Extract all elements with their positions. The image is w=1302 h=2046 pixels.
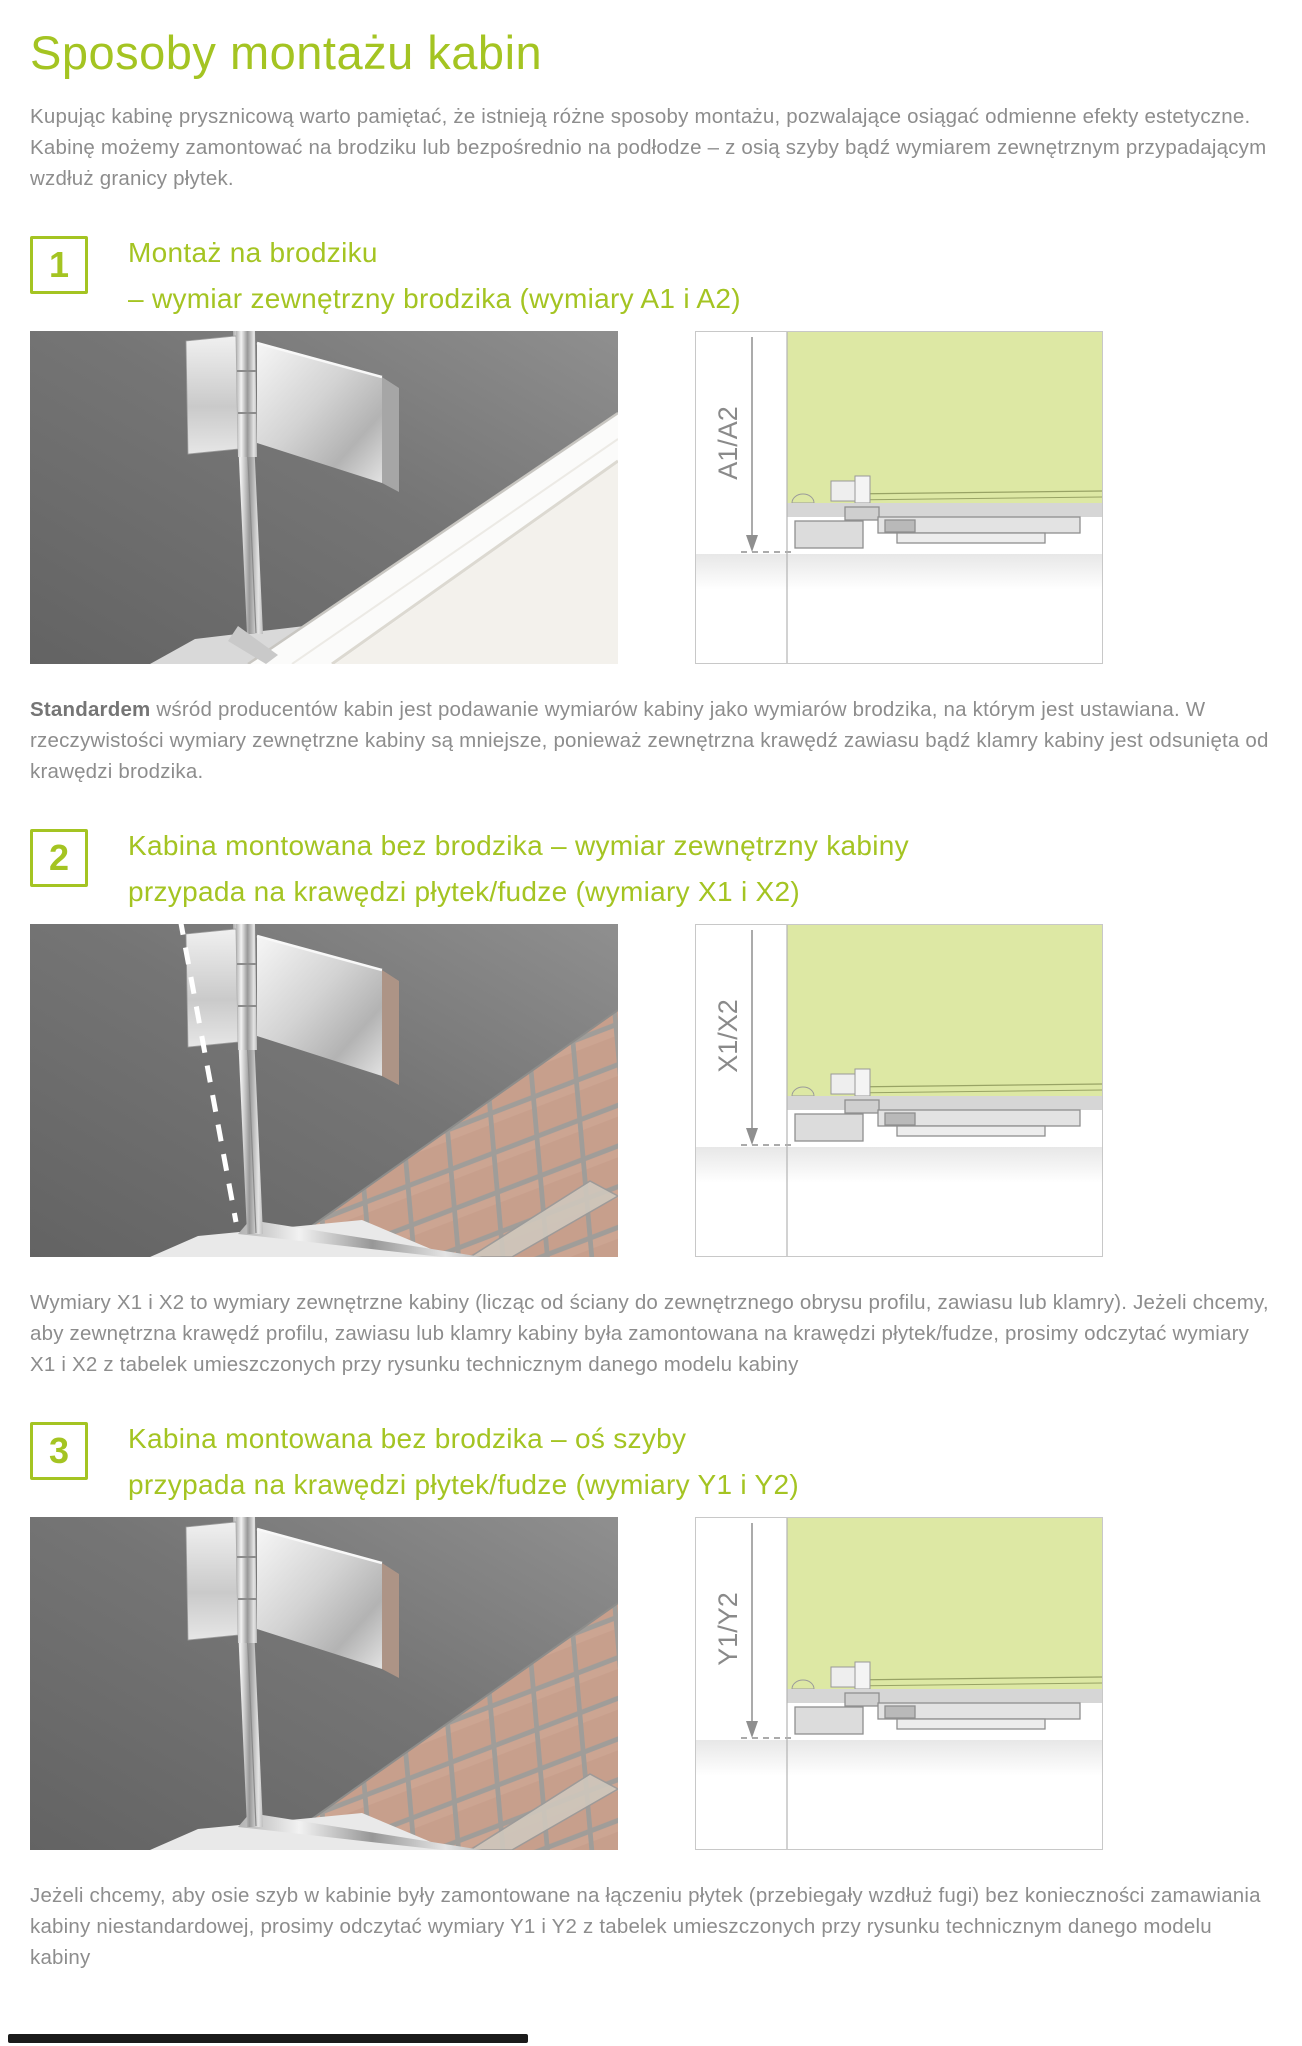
section-1-note (30, 694, 1270, 787)
section-3-header (30, 1416, 1270, 1508)
hinge-barrel (236, 331, 257, 457)
bottom-bar (8, 2034, 528, 2043)
shadow-fade (696, 554, 1102, 590)
profile-clip (831, 481, 855, 501)
glass-area-green (787, 1518, 1102, 1689)
render-tray-scene (30, 331, 618, 664)
hinge-barrel (236, 1517, 257, 1643)
technical-drawing (695, 1517, 1103, 1850)
page-title: Sposoby montażu kabin (30, 26, 543, 79)
section-2-figures (30, 924, 1270, 1257)
note-bold-lead: Standardem (30, 698, 151, 722)
section-3-title-line1: Kabina montowana bez brodzika – oś szyby (128, 1423, 687, 1455)
profile-clip-2 (855, 1662, 870, 1689)
shadow-fade (696, 1740, 1102, 1776)
section-2-titles (128, 823, 909, 915)
shadow-fade (696, 1147, 1102, 1183)
hinge-door-plate-edge (382, 970, 399, 1085)
glass-area-green (787, 332, 1102, 503)
hinge-door-plate-edge (382, 1563, 399, 1678)
profile-clip (831, 1667, 855, 1687)
dimension-label: X1/X2 (713, 999, 743, 1074)
section-2-title-line2: przypada na krawędzi płytek/fudze (wymiary X1 i X2) (128, 876, 801, 908)
photo-hinge-on-tiles (30, 1517, 618, 1850)
section-1-header (30, 230, 1270, 322)
section-1-title-line1: Montaż na brodziku (128, 237, 378, 269)
section-1-number-badge: 1 (30, 236, 88, 294)
dimension-label: Y1/Y2 (713, 1592, 743, 1667)
diagram-glass-axis-section (695, 1517, 1103, 1850)
section-2-number-badge: 2 (30, 829, 88, 887)
section-3-number-badge: 3 (30, 1422, 88, 1480)
tray-top-band (787, 1689, 1102, 1703)
hinge-barrel (236, 924, 257, 1050)
intro-paragraph: Kupując kabinę prysznicową warto pamiętać, że istnieją różne sposoby montażu, pozwalające osiągać odmienne efekty estetyczne. Kabinę możemy zamontować na brodziku lub bezpośrednio na podłodze – z osią szyby bądź wymiarem zewnętrznym przypadającym wzdłuż granicy płytek. (30, 105, 1267, 191)
dimension-label: A1/A2 (713, 406, 743, 481)
diagram-tiles-section (695, 924, 1103, 1257)
section-3-figures (30, 1517, 1270, 1850)
section-2-note: Wymiary X1 i X2 to wymiary zewnętrzne kabiny (licząc od ściany do zewnętrznego obrysu profilu, zawiasu lub klamry). Jeżeli chcemy, aby zewnętrzna krawędź profilu, zawiasu lub klamry kabiny była zamontowana na krawędzi płytek/fudze, prosimy odczytać wymiary X1 i X2 z tabelek umieszczonych przy rysunku technicznym danego modelu kabiny (30, 1291, 1269, 1377)
photo-hinge-on-tiles-dashed (30, 924, 618, 1257)
profile-clip-2 (855, 1069, 870, 1096)
section-1-title-line2: – wymiar zewnętrzny brodzika (wymiary A1 i A2) (128, 283, 741, 315)
section-3-titles (128, 1416, 799, 1508)
profile-clip-2 (855, 476, 870, 503)
technical-drawing (695, 924, 1103, 1257)
tray-top-band (787, 503, 1102, 517)
render-tiles-scene (30, 924, 618, 1257)
glass-area-green (787, 925, 1102, 1096)
technical-drawing (695, 331, 1103, 664)
section-2-title-line1: Kabina montowana bez brodzika – wymiar zewnętrzny kabiny (128, 830, 909, 862)
hinge-door-plate-edge (382, 377, 399, 492)
photo-hinge-on-shower-tray (30, 331, 618, 664)
section-1-figures (30, 331, 1270, 664)
hinge-wall-plate (186, 336, 238, 454)
tray-top-band (787, 1096, 1102, 1110)
profile-clip (831, 1074, 855, 1094)
hinge-wall-plate (186, 1522, 238, 1640)
render-tiles-scene (30, 1517, 618, 1850)
note-text: wśród producentów kabin jest podawanie wymiarów kabiny jako wymiarów brodzika, na którym jest ustawiana. W rzeczywistości wymiary zewnętrzne kabiny są mniejsze, ponieważ zewnętrzna krawędź zawiasu bądź klamry kabiny jest odsunięta od krawędzi brodzika. (30, 698, 1269, 784)
section-3-title-line2: przypada na krawędzi płytek/fudze (wymiary Y1 i Y2) (128, 1469, 800, 1501)
section-3-note: Jeżeli chcemy, aby osie szyb w kabinie były zamontowane na łączeniu płytek (przebiegały wzdłuż fugi) bez konieczności zamawiania kabiny niestandardowej, prosimy odczytać wymiary Y1 i Y2 z tabelek umieszczonych przy rysunku technicznym danego modelu kabiny (30, 1884, 1261, 1970)
diagram-tray-section (695, 331, 1103, 664)
section-2-header (30, 823, 1270, 915)
section-1-titles (128, 230, 741, 322)
